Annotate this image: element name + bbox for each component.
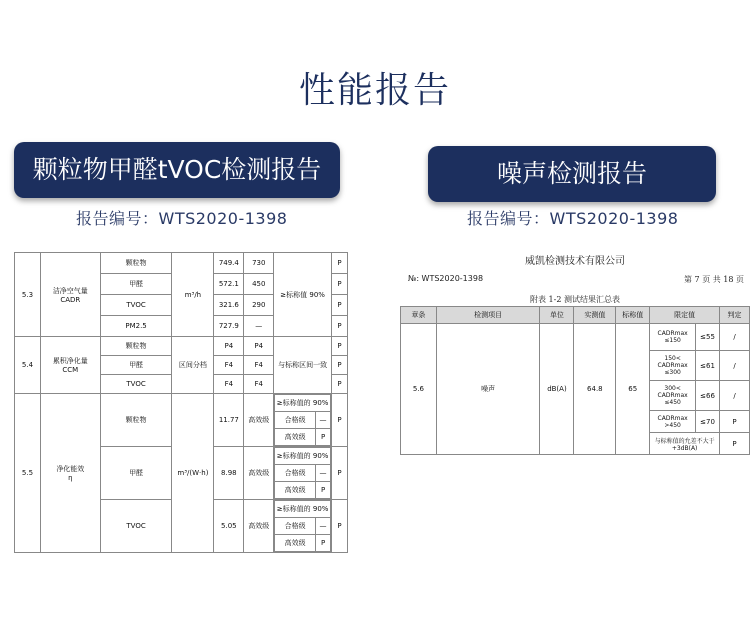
table-cell: PM2.5 [100,316,172,337]
table-cell: P [316,429,331,446]
result-cell: P [332,394,348,447]
table-cell: 8.98 [214,447,244,500]
result-cell: / [720,351,750,381]
table-cell: ≥标称值的 90% [275,448,331,465]
table-cell: ≥标称值的 90% [275,501,331,518]
table-cell: 高效级 [275,535,316,552]
result-cell: P [720,433,750,455]
section-number: 5.6 [401,324,437,455]
requirement-cell: 与标称区间一致 [274,337,332,394]
result-cell: P [332,274,348,295]
unit-cell: dB(A) [540,324,574,455]
table-cell: P4 [214,337,244,356]
table-cell: — [316,412,331,429]
grade-subtable [274,394,331,446]
table-cell: 321.6 [214,295,244,316]
section-number: 5.4 [15,337,41,394]
limit-condition: CADRmax ≤150 [650,324,696,351]
page-title: 性能报告 [298,70,451,111]
column-header: 判定 [720,307,750,324]
limit-condition: CADRmax >450 [650,411,696,433]
particulate-report-title: 颗粒物甲醛tVOC检测报告 [14,142,340,198]
table-cell: 高效级 [275,482,316,499]
page-indicator: 第 7 页 共 18 页 [684,275,744,284]
particulate-report-table [14,252,348,547]
item-name: 净化能效 η [40,394,100,553]
table-cell: 高效级 [244,447,274,500]
result-cell: P [332,295,348,316]
table-cell: 合格级 [275,412,316,429]
column-header: 检测项目 [436,307,540,324]
table-cell: P [316,535,331,552]
table-cell: 5.05 [214,500,244,553]
result-cell: P [332,356,348,375]
result-cell: P [332,500,348,553]
table-cell: 290 [244,295,274,316]
table-cell: TVOC [100,375,172,394]
limit-condition: 与标称值的允差不大于+3dB(A) [650,433,720,455]
table-cell: P [316,482,331,499]
noise-results-table [400,306,750,455]
limit-value: ≤55 [696,324,720,351]
table-cell: P4 [244,337,274,356]
table-cell: 727.9 [214,316,244,337]
document-number: №: WTS2020-1398 [408,274,484,283]
table-cell: 749.4 [214,253,244,274]
column-header: 限定值 [650,307,720,324]
report-number-left: 报告编号：WTS2020-1398 [76,209,288,228]
unit-cell: m³/(W·h) [172,394,214,553]
table-cell: 合格级 [275,518,316,535]
report-number-right: 报告编号：WTS2020-1398 [467,209,679,228]
table-cell: 450 [244,274,274,295]
grade-subtable [274,447,331,499]
result-cell: / [720,324,750,351]
table-cell: F4 [214,375,244,394]
limit-condition: 300< CADRmax ≤450 [650,381,696,411]
table-cell: — [316,518,331,535]
item-name: 洁净空气量 CADR [40,253,100,337]
result-cell: P [332,337,348,356]
table-cell: 高效级 [275,429,316,446]
table-cell: 颗粒物 [100,337,172,356]
nominal-value: 65 [616,324,650,455]
table-cell: 572.1 [214,274,244,295]
requirement-cell: ≥标称值 90% [274,253,332,337]
section-number: 5.3 [15,253,41,337]
section-number: 5.5 [15,394,41,553]
item-name: 累积净化量 CCM [40,337,100,394]
table-cell: TVOC [100,295,172,316]
table-cell: F4 [244,375,274,394]
table-cell: 颗粒物 [100,394,172,447]
table-cell: F4 [244,356,274,375]
organization-name: 威凯检测技术有限公司 [525,256,625,267]
limit-condition: 150< CADRmax ≤300 [650,351,696,381]
table-cell: F4 [214,356,244,375]
grade-subtable [274,500,331,552]
table-cell: 甲醛 [100,356,172,375]
table-cell: TVOC [100,500,172,553]
table-cell: 11.77 [214,394,244,447]
result-cell: P [720,411,750,433]
column-header: 实测值 [574,307,616,324]
result-cell: P [332,253,348,274]
table-cell: 高效级 [244,394,274,447]
result-cell: / [720,381,750,411]
table-cell: — [244,316,274,337]
result-cell: P [332,375,348,394]
result-cell: P [332,316,348,337]
noise-report-title: 噪声检测报告 [428,146,716,202]
unit-cell: m³/h [172,253,214,337]
table-cell: 甲醛 [100,447,172,500]
table-cell: 730 [244,253,274,274]
table-cell: 高效级 [244,500,274,553]
performance-table [14,252,348,553]
table-cell: 合格级 [275,465,316,482]
column-header: 标称值 [616,307,650,324]
limit-value: ≤70 [696,411,720,433]
table-cell: 颗粒物 [100,253,172,274]
column-header: 单位 [540,307,574,324]
unit-cell: 区间分档 [172,337,214,394]
measured-value: 64.8 [574,324,616,455]
limit-value: ≤61 [696,351,720,381]
item-name: 噪声 [436,324,540,455]
table-cell: 甲醛 [100,274,172,295]
column-header: 章条 [401,307,437,324]
limit-value: ≤66 [696,381,720,411]
table-title: 附表 1-2 测试结果汇总表 [530,295,620,304]
noise-report-document [400,244,750,462]
result-cell: P [332,447,348,500]
table-cell: ≥标称值的 90% [275,395,331,412]
table-cell: — [316,465,331,482]
